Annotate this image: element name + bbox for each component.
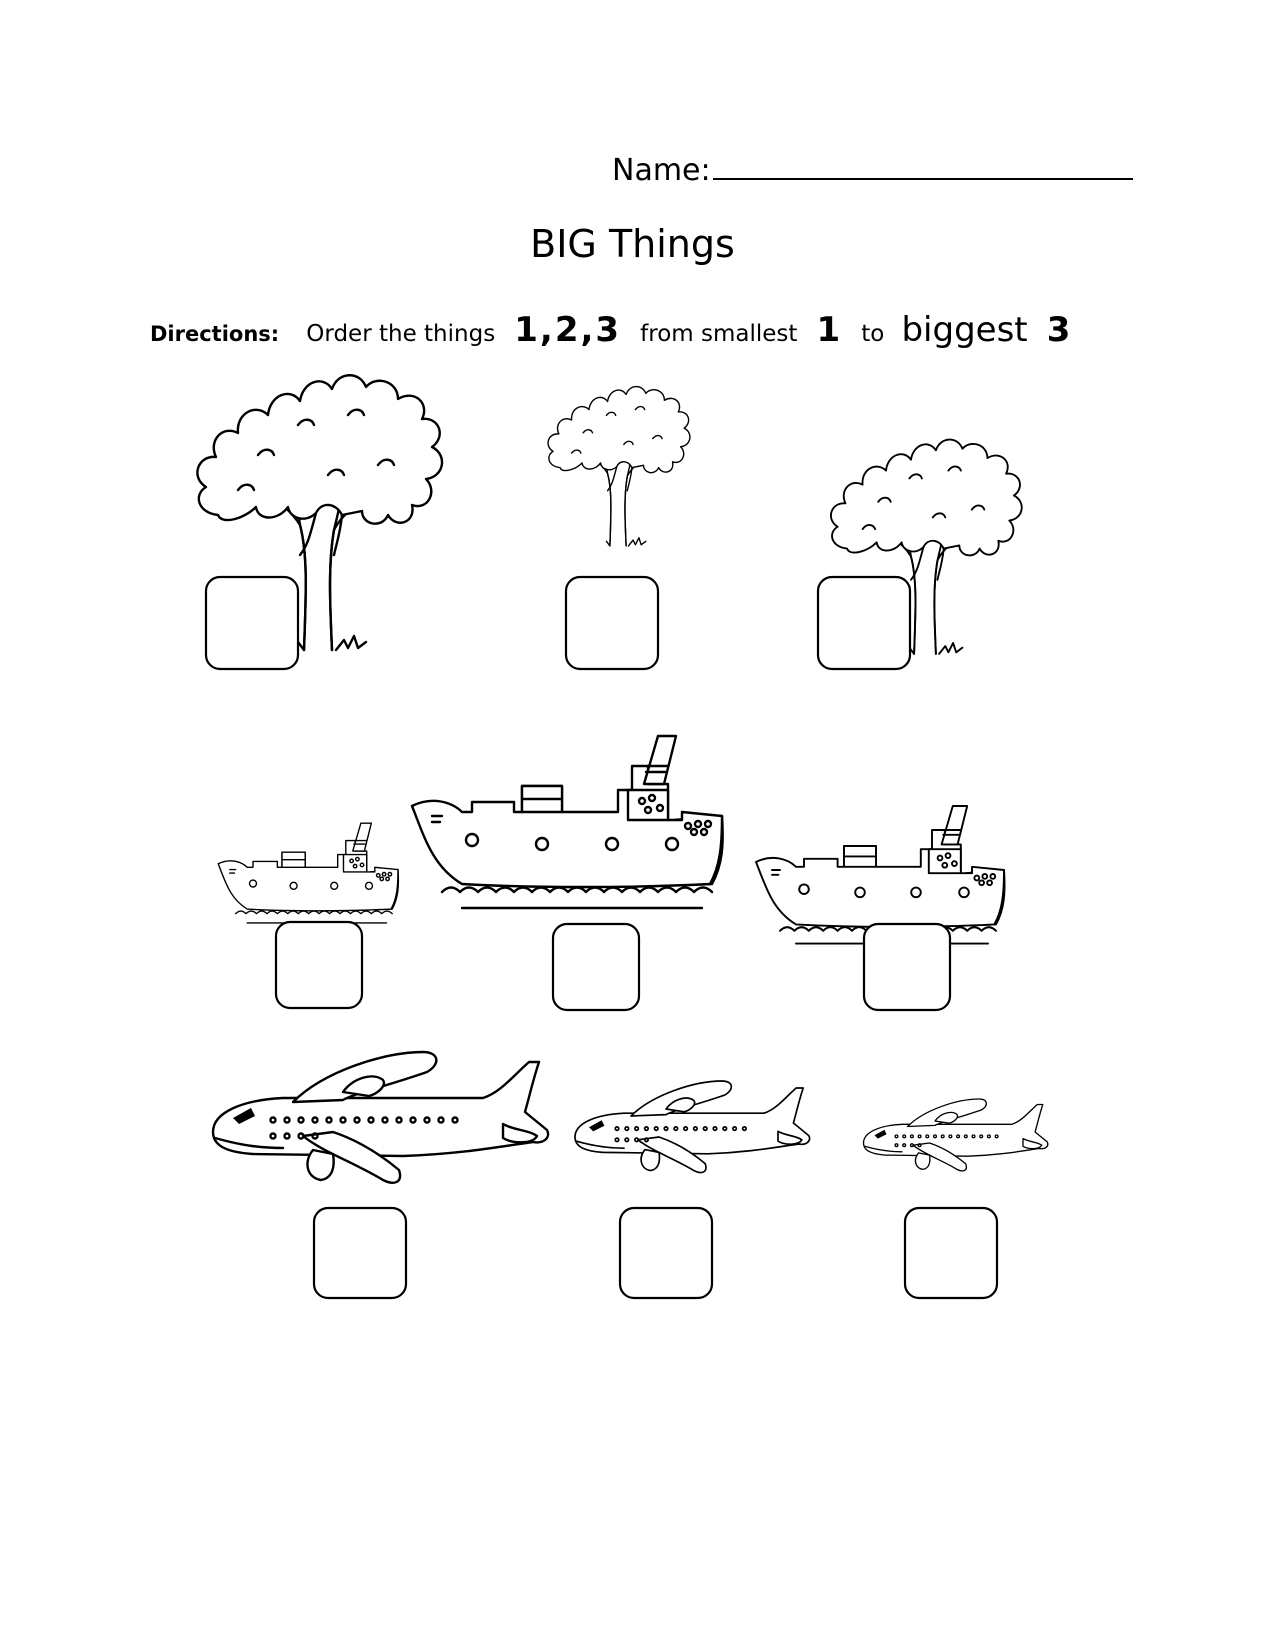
- answer-box[interactable]: [566, 577, 658, 669]
- answer-box[interactable]: [206, 577, 298, 669]
- directions-text-4: biggest: [901, 310, 1028, 350]
- airplane-icon: [864, 1099, 1048, 1171]
- ship-icon: [412, 736, 723, 908]
- directions-text-2: from smallest: [640, 321, 798, 347]
- directions-text-3: to: [861, 321, 885, 347]
- answer-box[interactable]: [553, 924, 639, 1010]
- directions-label: Directions:: [150, 322, 280, 346]
- directions-numbers: 1,2,3: [514, 310, 622, 350]
- ship-row: [218, 736, 1004, 1010]
- name-label: Name:: [612, 153, 711, 188]
- directions-num-3: 3: [1046, 310, 1073, 350]
- tree-row: [197, 375, 1021, 669]
- answer-box[interactable]: [818, 577, 910, 669]
- airplane-row: [213, 1052, 1048, 1298]
- answer-box[interactable]: [905, 1208, 997, 1298]
- page-title: BIG Things: [530, 222, 735, 266]
- tree-icon: [548, 387, 690, 546]
- ship-icon: [218, 823, 398, 923]
- answer-box[interactable]: [276, 922, 362, 1008]
- directions-text-1: Order the things: [306, 321, 496, 347]
- answer-box[interactable]: [864, 924, 950, 1010]
- airplane-icon: [213, 1052, 548, 1183]
- airplane-icon: [575, 1081, 810, 1173]
- answer-box[interactable]: [620, 1208, 712, 1298]
- answer-box[interactable]: [314, 1208, 406, 1298]
- directions-num-1: 1: [816, 310, 843, 350]
